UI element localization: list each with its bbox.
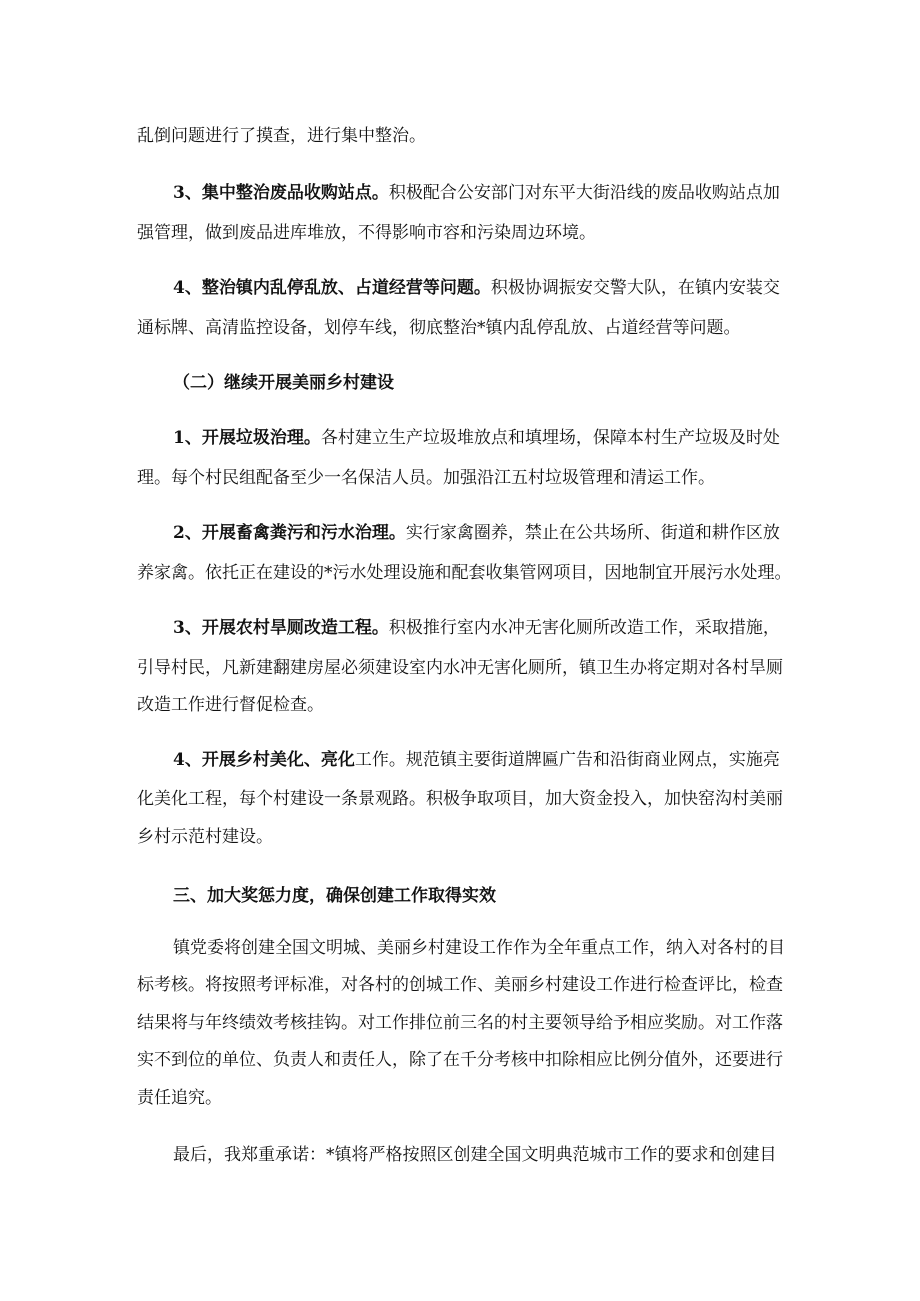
line-text: 积极推行室内水冲无害化厕所改造工作，采取措施， [388, 618, 780, 638]
item-heading: 4、开展乡村美化、亮化 [173, 750, 355, 770]
line-text: 各村建立生产垃圾堆放点和填埋场，保障本村生产垃圾及时处 [320, 428, 780, 448]
line-text: 实不到位的单位、负责人和责任人，除了在千分考核中扣除相应比例分值外，还要进行 [137, 1050, 783, 1070]
line-text: 结果将与年终绩效考核挂钩。对工作排位前三名的村主要领导给予相应奖励。对工作落 [137, 1013, 783, 1033]
line-text: 最后，我郑重承诺：*镇将严格按照区创建全国文明典范城市工作的要求和创建目 [173, 1145, 777, 1165]
line-text: 通标牌、高清监控设备，划停车线，彻底整治*镇内乱停乱放、占道经营等问题。 [137, 318, 741, 338]
item-heading: 2、开展畜禽粪污和污水治理。 [173, 523, 406, 543]
line-text: 化美化工程，每个村建设一条景观路。积极争取项目，加大资金投入，加快窑沟村美丽 [137, 789, 783, 809]
item-heading: 1、开展垃圾治理。 [173, 428, 321, 448]
paragraph-line [137, 693, 797, 717]
paragraph-line [137, 787, 797, 811]
line-text: 乱倒问题进行了摸查，进行集中整治。 [137, 126, 426, 146]
line-text: 责任追究。 [137, 1088, 222, 1108]
paragraph-line [173, 616, 797, 640]
paragraph-line [137, 1011, 797, 1035]
line-text: 强管理，做到废品进库堆放，不得影响市容和污染周边环境。 [137, 223, 596, 243]
paragraph-line [173, 936, 797, 960]
item-heading: 3、开展农村旱厕改造工程。 [173, 618, 389, 638]
paragraph-line [137, 825, 797, 849]
line-text: 积极协调振安交警大队，在镇内安装交 [490, 278, 780, 298]
paragraph-line [173, 276, 797, 300]
paragraph-line [137, 1086, 797, 1110]
line-text: 乡村示范村建设。 [137, 827, 273, 847]
paragraph-line [137, 466, 797, 490]
paragraph-line [173, 521, 797, 545]
line-text: 引导村民，凡新建翻建房屋必须建设室内水冲无害化厕所，镇卫生办将定期对各村旱厕 [137, 658, 783, 678]
line-text: 理。每个村民组配备至少一名保洁人员。加强沿江五村垃圾管理和清运工作。 [137, 468, 715, 488]
item-heading: 3、集中整治废品收购站点。 [173, 183, 389, 203]
paragraph-line [137, 221, 797, 245]
paragraph-line [173, 1143, 797, 1167]
paragraph-line [137, 973, 797, 997]
section-heading: 三、加大奖惩力度，确保创建工作取得实效 [173, 886, 496, 906]
line-text: 标考核。将按照考评标准，对各村的创城工作、美丽乡村建设工作进行检查评比，检查 [137, 975, 783, 995]
item-heading: 4、整治镇内乱停乱放、占道经营等问题。 [173, 278, 491, 298]
section-heading: （二）继续开展美丽乡村建设 [173, 373, 394, 393]
line-text: 实行家禽圈养，禁止在公共场所、街道和耕作区放 [405, 523, 780, 543]
line-text: 镇党委将创建全国文明城、美丽乡村建设工作作为全年重点工作，纳入对各村的目 [173, 938, 785, 958]
line-text: 工作。规范镇主要街道牌匾广告和沿街商业网点，实施亮 [354, 750, 780, 770]
paragraph-line [137, 316, 797, 340]
paragraph-line [137, 1048, 797, 1072]
paragraph-line [137, 561, 797, 585]
paragraph-line [173, 426, 797, 450]
paragraph-line [137, 124, 797, 148]
line-text: 养家禽。依托正在建设的*污水处理设施和配套收集管网项目，因地制宜开展污水处理。 [137, 563, 792, 583]
paragraph-line [173, 181, 797, 205]
paragraph-line [137, 656, 797, 680]
line-text: 改造工作进行督促检查。 [137, 695, 324, 715]
paragraph-line [173, 748, 797, 772]
line-text: 积极配合公安部门对东平大街沿线的废品收购站点加 [388, 183, 780, 203]
